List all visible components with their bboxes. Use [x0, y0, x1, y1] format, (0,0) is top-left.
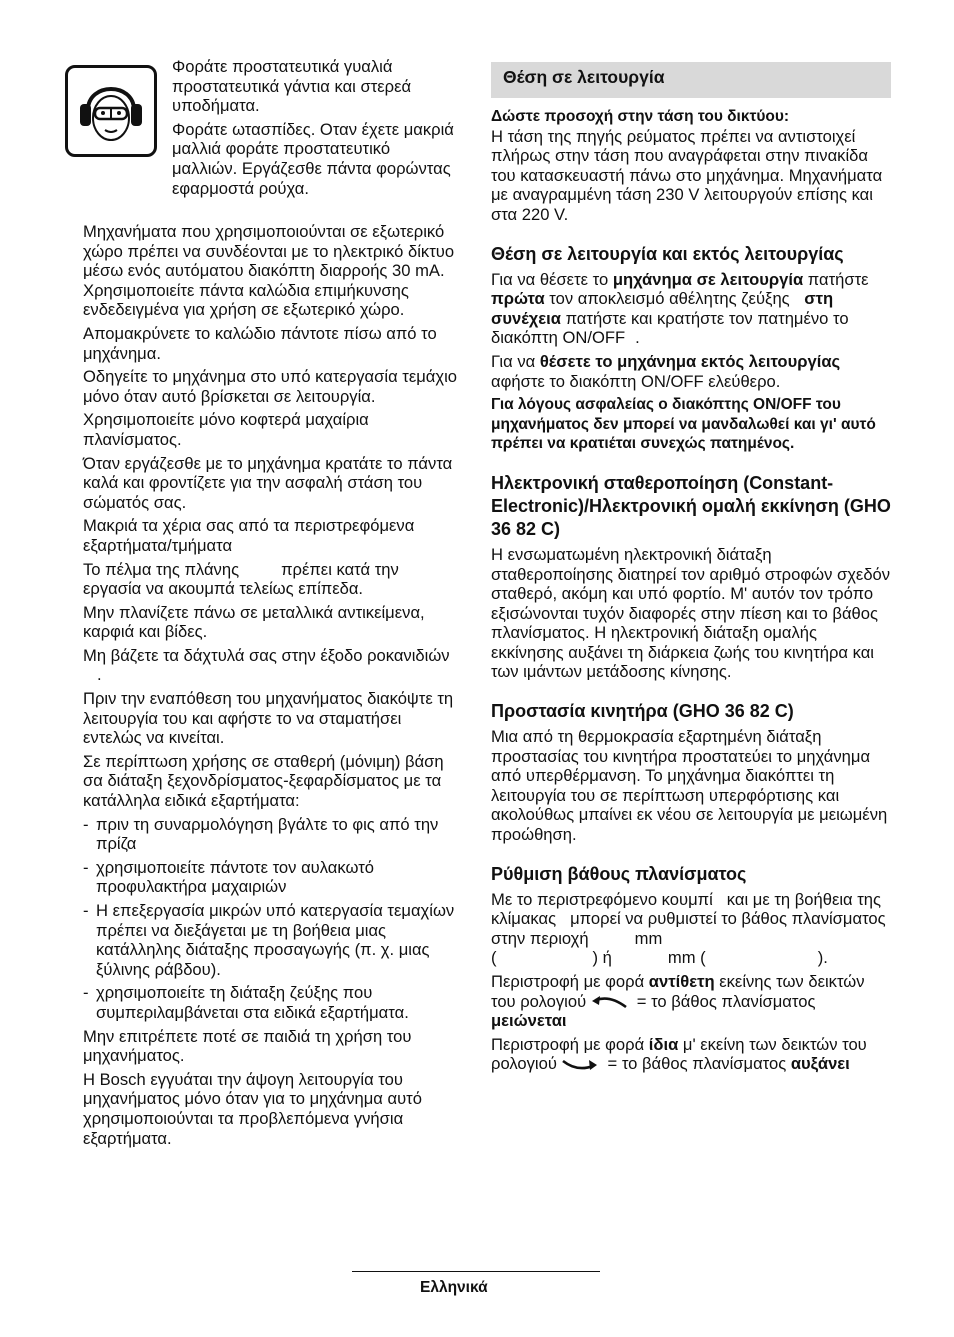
right-column	[491, 106, 891, 1078]
ppe-text-1: Φοράτε προστατευτικά γυαλιά προστατευτικά γάντια και στερεά υποδήματα.	[172, 57, 412, 116]
left-para: Πριν την εναπόθεση του μηχανήματος διακόψτε τη λειτουργία του και αφήστε το να σταματήσει εντελώς να κινείται.	[83, 689, 454, 748]
footer-language: Ελληνικά	[420, 1279, 488, 1296]
clockwise-arrow-icon	[561, 1058, 599, 1072]
left-para: Απομακρύνετε το καλώδιο πάντοτε πίσω από το μηχάνημα.	[83, 323, 437, 363]
voltage-block	[491, 106, 891, 225]
section-header-bar	[491, 62, 891, 98]
switch-off-text: Για να θέσετε το μηχάνημα εκτός λειτουργίας αφήστε το διακόπτη ON/OFF ελεύθερο.	[491, 351, 841, 391]
switch-on-text: Για να θέσετε το μηχάνημα σε λειτουργία πατήστε πρώτα τον αποκλεισμό αθέλητης ζεύξης στη συνέχεια πατήστε και κρατήστε τον πατημένο το διακόπτη ON/OFF .	[491, 269, 869, 348]
left-para: Η Bosch εγγυάται την άψογη λειτουργία του μηχανήματος μόνο όταν για το μηχάνημα αυτό χρησιμοποιούνται τα προβλεπόμενα γνήσια εξαρτήματα.	[83, 1069, 422, 1148]
rotation-decrease-text: Περιστροφή με φορά αντίθετη εκείνης των δεικτών του ρολογιού = το βάθος πλανίσματος μειώνεται	[491, 972, 865, 1031]
voltage-text: Η τάση της πηγής ρεύματος πρέπει να αντιστοιχεί πλήρως στην τάση που αναγράφεται στην πινακίδα του κατασκευαστή πάνω στο μηχάνημα. Μηχανήματα με αναγραμμένη τάση 230 V λειτουργούν επίσης και στα 220 V.	[491, 126, 883, 224]
list-item: - χρησιμοποιείτε πάντοτε τον αυλακωτό προφυλακτήρα μαχαιριών	[83, 857, 374, 897]
left-para	[83, 560, 461, 599]
heading-constant-electronic: Ηλεκτρονική σταθεροποίηση (Constant-Electronic)/Ηλεκτρονική ομαλή εκκίνηση (GHO 36 82 C)	[491, 472, 891, 539]
left-para-part: Μη βάζετε τα δάχτυλά σας στην έξοδο ροκανιδιών	[83, 645, 450, 665]
left-para-part: πρέπει κατά την εργασία να ακουμπά τελείως επίπεδα.	[83, 559, 399, 599]
heading-on-off: Θέση σε λειτουργία και εκτός λειτουργίας	[491, 243, 844, 264]
list-item: - πριν τη συναρμολόγηση βγάλτε το φις από την πρίζα	[83, 814, 439, 854]
left-column	[83, 222, 461, 1152]
rotation-increase-text: Περιστροφή με φορά ίδια μ' εκείνη των δεικτών του ρολογιού = το βάθος πλανίσματος αυξάνει	[491, 1034, 867, 1074]
safety-note: Για λόγους ασφαλείας ο διακόπτης ON/OFF του μηχανήματος δεν μπορεί να μανδαλωθεί και γι' αυτό πρέπει να κρατιέται συνεχώς πατημένος.	[491, 396, 876, 453]
ppe-instructions	[172, 57, 457, 202]
ppe-safety-icon	[65, 65, 157, 157]
left-para: Όταν εργάζεσθε με το μηχάνημα κρατάτε το πάντα καλά και φροντίζετε για την ασφαλή στάση του σώματός σας.	[83, 453, 453, 512]
voltage-title: Δώστε προσοχή στην τάση του δικτύου:	[491, 108, 790, 125]
counterclockwise-arrow-icon	[590, 995, 628, 1009]
heading-planing-depth: Ρύθμιση βάθους πλανίσματος	[491, 863, 747, 884]
footer-rule	[352, 1271, 600, 1272]
list-item: - χρησιμοποιείτε τη διάταξη ζεύξης που συμπεριλαμβάνεται στα ειδικά εξαρτήματα.	[83, 983, 409, 1022]
left-para: Μην πλανίζετε πάνω σε μεταλλικά αντικείμενα, καρφιά και βίδες.	[83, 602, 425, 642]
depth-text: Με το περιστρεφόμενο κουμπί και με τη βοήθεια της κλίμακας μπορεί να ρυθμιστεί το βάθος πλανίσματος στην περιοχή mm ( ) ή mm ( ).	[491, 889, 886, 968]
list-item: - Η επεξεργασία μικρών υπό κατεργασία τεμαχίων πρέπει να διεξάγεται με τη βοήθεια μιας κατάλληλης διάταξης προσαγωγής (π. χ. μιας ξύλινης ράβδου).	[83, 901, 455, 979]
left-para: Μην επιτρέπετε ποτέ σε παιδιά τη χρήση του μηχανήματος.	[83, 1026, 412, 1066]
left-para: Σε περίπτωση χρήσης σε σταθερή (μόνιμη) βάση σα διάταξη ξεχονδρίσματος-ξεφαρδίσματος με τα κατάλληλα ειδικά εξαρτήματα:	[83, 751, 444, 811]
left-para: Οδηγείτε το μηχάνημα στο υπό κατεργασία τεμάχιο μόνο όταν αυτό βρίσκεται σε λειτουργία.	[83, 367, 458, 406]
ear-and-eye-protection-icon	[68, 68, 154, 154]
ppe-text-2: Φοράτε ωτασπίδες. Οταν έχετε μακριά μαλλιά φοράτε προστατευτικό μαλλιών. Εργάζεσθε πάντα φορώντας εφαρμοστά ρούχα.	[172, 119, 454, 198]
left-para: Μακριά τα χέρια σας από τα περιστρεφόμενα εξαρτήματα/τμήματα	[83, 516, 415, 555]
motor-protection-text: Μια από τη θερμοκρασία εξαρτημένη διάταξη προστασίας του κινητήρα προστατεύει το μηχάνημα από υπερθέρμανση. Το μηχάνημα διακόπτει τη λειτουργία του σε περίπτωση υπερφόρτισης και ακολούθως μπαίνει εκ νέου σε λειτουργία με μειωμένη προώθηση.	[491, 727, 888, 845]
left-para: Χρησιμοποιείτε μόνο κοφτερά μαχαίρια πλανίσματος.	[83, 410, 369, 449]
left-para-part: Το πέλμα της πλάνης	[83, 559, 240, 579]
left-para-part: .	[97, 665, 102, 685]
left-para	[83, 646, 461, 685]
constant-electronic-text: Η ενσωματωμένη ηλεκτρονική διάταξη σταθεροποίησης διατηρεί τον αριθμό στροφών σχεδόν σταθερό, ακόμη και υπό φορτίο. Μ' αυτόν τον τρόπο εξισώνονται τυχόν διαφορές στην πίεση και το βάθος πλανίσματος. Η ηλεκτρονική διάταξη ομαλής εκκίνησης αυξάνει τη διάρκεια ζωής του κινητήρα και των ιμάντων μετάδοσης κίνησης.	[491, 544, 891, 682]
left-para: Μηχανήματα που χρησιμοποιούνται σε εξωτερικό χώρο πρέπει να συνδέονται με το ηλεκτρικό δίκτυο μέσω ενός αυτόματου διακόπτη διαρροής 30 mA. Χρησιμοποιείτε πάντα καλώδια επιμήκυνσης ενδεδειγμένα για χρήση σε εξωτερικό χώρο.	[83, 222, 455, 320]
heading-motor-protection: Προστασία κινητήρα (GHO 36 82 C)	[491, 701, 794, 722]
section-title: Θέση σε λειτουργία	[503, 67, 665, 87]
